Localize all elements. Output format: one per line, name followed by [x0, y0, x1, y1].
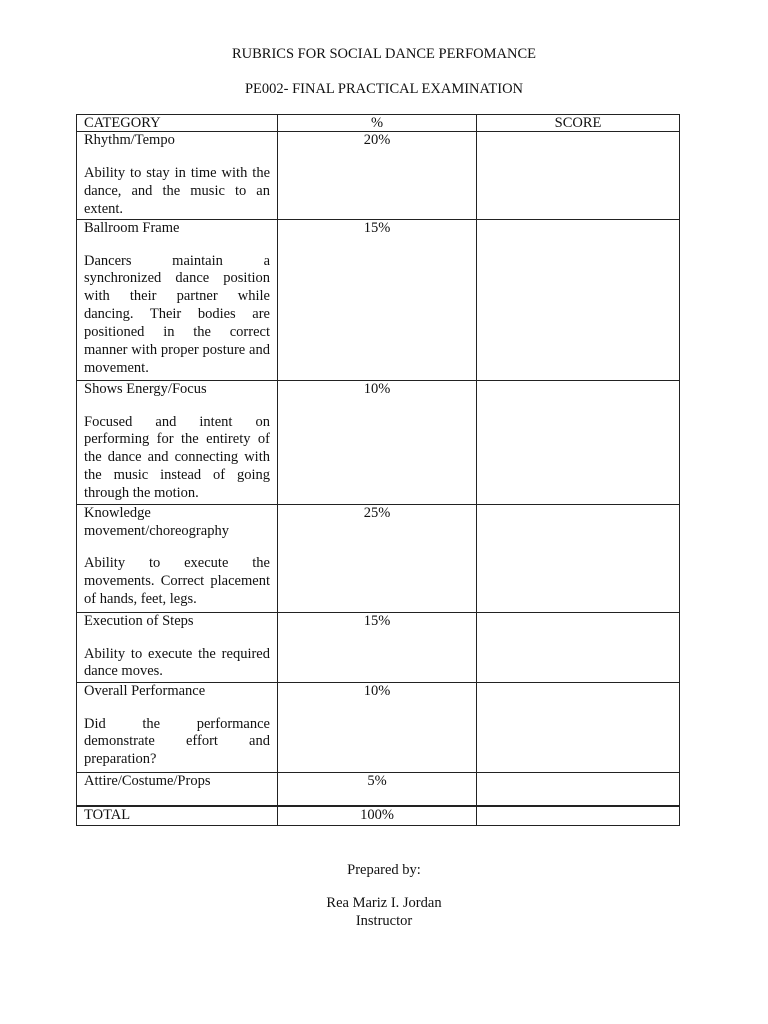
category-cell [77, 504, 278, 612]
prepared-by-label: Prepared by: [347, 862, 421, 878]
score-cell [477, 504, 680, 612]
total-percent: 100% [278, 806, 477, 825]
total-row [77, 806, 680, 825]
category-name: Rhythm/Tempo [84, 132, 175, 148]
header-category: CATEGORY [77, 115, 278, 132]
table-header-row [77, 115, 680, 132]
percent-cell: 15% [278, 612, 477, 682]
score-cell [477, 380, 680, 504]
category-name: Shows Energy/Focus [84, 380, 207, 397]
preparer-role: Instructor [355, 913, 413, 929]
preparer-name: Rea Mariz I. Jordan [326, 895, 442, 911]
score-cell [477, 772, 680, 806]
category-description: Dancers maintain a synchronized dance position with their partner while dancing. Their bodies are positioned in the correct manner with proper posture and movement. [84, 252, 270, 376]
category-description: Ability to execute the required dance moves. [84, 645, 270, 680]
category-cell [77, 682, 278, 772]
category-name: Knowledge movement/choreography [84, 504, 229, 539]
score-cell [477, 219, 680, 380]
score-cell [477, 132, 680, 220]
document-title: RUBRICS FOR SOCIAL DANCE PERFOMANCE [231, 46, 537, 62]
category-cell [77, 380, 278, 504]
table-row [77, 682, 680, 772]
table-row [77, 219, 680, 380]
category-description: Ability to stay in time with the dance, and the music to an extent. [84, 164, 270, 217]
percent-cell: 10% [278, 380, 477, 504]
category-cell [77, 219, 278, 380]
category-description: Focused and intent on performing for the entirety of the dance and connecting with the music instead of going through the motion. [84, 413, 270, 502]
category-cell [77, 772, 278, 806]
total-label: TOTAL [77, 806, 278, 825]
table-row [77, 380, 680, 504]
category-cell [77, 132, 278, 220]
total-score-cell [477, 806, 680, 825]
category-name: Overall Performance [84, 682, 206, 699]
category-description: Ability to execute the movements. Correct placement of hands, feet, legs. [84, 555, 270, 608]
percent-cell: 25% [278, 504, 477, 612]
category-name: Attire/Costume/Props [84, 772, 211, 789]
category-cell [77, 612, 278, 682]
category-name: Execution of Steps [84, 612, 194, 629]
score-cell [477, 682, 680, 772]
percent-cell: 10% [278, 682, 477, 772]
table-row [77, 504, 680, 612]
document-subtitle: PE002- FINAL PRACTICAL EXAMINATION [244, 81, 524, 97]
category-name: Ballroom Frame [84, 219, 180, 236]
table-row [77, 132, 680, 220]
header-score: SCORE [477, 115, 680, 132]
rubric-table [76, 114, 680, 826]
score-cell [477, 612, 680, 682]
percent-cell: 15% [278, 219, 477, 380]
table-row [77, 612, 680, 682]
category-description: Did the performance demonstrate effort and preparation? [84, 715, 270, 768]
percent-cell: 5% [278, 772, 477, 806]
percent-cell: 20% [278, 132, 477, 220]
table-row [77, 772, 680, 806]
header-percent: % [278, 115, 477, 132]
